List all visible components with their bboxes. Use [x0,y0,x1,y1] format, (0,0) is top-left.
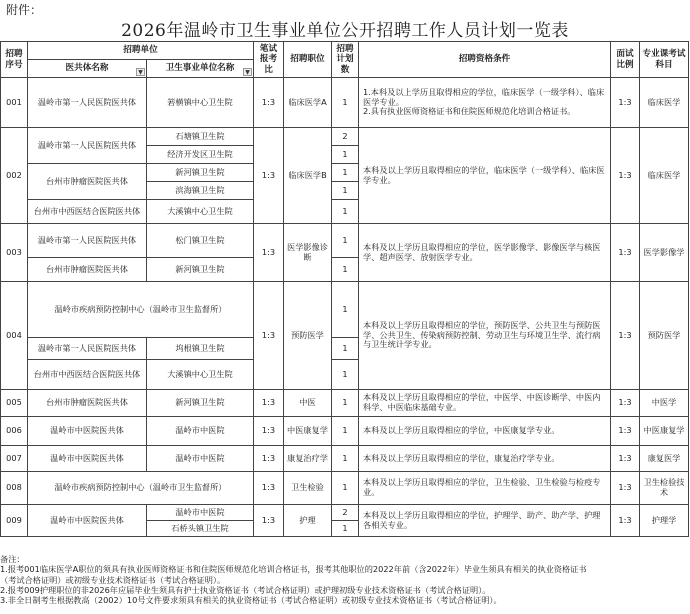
unit-cell: 滨海镇卫生院 [147,182,254,200]
header-exam-ratio: 笔试报考比 [254,42,284,78]
exam-cell: 临床医学 [640,128,689,224]
interview-ratio-cell: 1:3 [611,390,640,417]
ratio-cell: 1:3 [254,472,284,505]
qualification-cell: 本科及以上学历且取得相应的学位，中医康复学专业。 [359,417,611,446]
count-cell: 1 [332,446,359,472]
table-row [1,446,689,472]
group-cell: 台州市肿瘤医院医共体 [28,258,147,282]
position-cell: 临床医学B [284,128,332,224]
ratio-cell: 1:3 [254,224,284,282]
header-count: 招聘计划数 [332,42,359,78]
unit-cell: 温岭市中医院 [147,446,254,472]
unit-cell: 温岭市中医院 [147,505,254,521]
table-row [1,390,689,417]
note-line: （考试合格证明）或初级专业技术资格证书（考试合格证明）。 [0,574,226,585]
qualification-cell: 本科及以上学历且取得相应的学位，中医学、中医诊断学、中医内科学、中医临床基础专业。 [359,390,611,417]
count-cell: 1 [332,146,359,164]
exam-cell: 预防医学 [640,282,689,390]
header-interview-ratio: 面试比例 [611,42,640,78]
note-line: 2.报考009护理职位的非2026年应届毕业生须具有护士执业资格证书（考试合格证明）或护理初级专业技术资格证书（考试合格证明）。 [0,584,491,595]
seq-cell: 004 [1,282,28,390]
position-cell: 临床医学A [284,78,332,128]
unit-cell: 温岭市中医院 [147,417,254,446]
note-line: 3.非全日制考生根据教高（2002）10号文件要求须具有相关的执业资格证书（考试合格证明）或初级专业技术资格证书（考试合格证明）。 [0,595,502,606]
unit-cell: 新河镇卫生院 [147,164,254,182]
unit-cell: 新河镇卫生院 [147,258,254,282]
position-cell: 中医 [284,390,332,417]
table-row [1,417,689,446]
count-cell: 2 [332,505,359,521]
interview-ratio-cell: 1:3 [611,224,640,282]
header-medical-group: 医共体名称 ▼ [28,60,147,78]
seq-cell: 009 [1,505,28,537]
count-cell: 1 [332,258,359,282]
seq-cell: 002 [1,128,28,224]
qualification-cell: 本科及以上学历且取得相应的学位，预防医学、公共卫生与预防医学、公共卫生、传染病预防控制、劳动卫生与环境卫生学、流行病与卫生统计学专业。 [359,282,611,390]
seq-cell: 007 [1,446,28,472]
count-cell: 1 [332,360,359,390]
qualification-cell: 本科及以上学历且取得相应的学位，护理学、助产、助产学、护理各相关专业。 [359,505,611,537]
qualification-cell: 1.本科及以上学历且取得相应的学位，临床医学（一级学科）、临床医学专业。 2.具有执业医师资格证书和住院医师规范化培训合格证书。 [359,78,611,128]
count-cell: 1 [332,338,359,360]
exam-cell: 医学影像学 [640,224,689,282]
exam-cell: 中医学 [640,390,689,417]
exam-cell: 康复医学 [640,446,689,472]
ratio-cell: 1:3 [254,505,284,537]
count-cell: 1 [332,200,359,224]
table-row [1,505,689,521]
count-cell: 1 [332,78,359,128]
dropdown-arrow-icon[interactable]: ▼ [136,68,145,76]
position-cell: 医学影像诊断 [284,224,332,282]
header-qualification: 招聘资格条件 [359,42,611,78]
notes-section [0,554,690,605]
ratio-cell: 1:3 [254,78,284,128]
seq-cell: 003 [1,224,28,282]
position-cell: 中医康复学 [284,417,332,446]
count-cell: 1 [332,164,359,182]
unit-cell: 新河镇卫生院 [147,390,254,417]
count-cell: 1 [332,224,359,258]
unit-cell: 经济开发区卫生院 [147,146,254,164]
header-specialty-exam: 专业课考试科目 [640,42,689,78]
recruitment-table [0,41,689,537]
seq-cell: 005 [1,390,28,417]
group-cell: 温岭市中医院医共体 [28,505,147,537]
group-cell: 温岭市第一人民医院医共体 [28,338,147,360]
unit-cell: 坞根镇卫生院 [147,338,254,360]
count-cell: 1 [332,390,359,417]
group-cell: 温岭市中医院医共体 [28,417,147,446]
count-cell: 1 [332,182,359,200]
interview-ratio-cell: 1:3 [611,505,640,537]
count-cell: 1 [332,417,359,446]
position-cell: 卫生检验 [284,472,332,505]
header-health-unit: 卫生事业单位名称 ▼ [147,60,254,78]
exam-cell: 护理学 [640,505,689,537]
seq-cell: 006 [1,417,28,446]
unit-cell: 大溪镇中心卫生院 [147,200,254,224]
interview-ratio-cell: 1:3 [611,417,640,446]
table-row [1,282,689,338]
exam-cell: 临床医学 [640,78,689,128]
header-seq: 招聘序号 [1,42,28,78]
position-cell: 预防医学 [284,282,332,390]
exam-cell: 中医康复学 [640,417,689,446]
unit-cell: 石塘镇卫生院 [147,128,254,146]
note-line: 备注： [0,554,25,564]
exam-cell: 卫生检验技术 [640,472,689,505]
interview-ratio-cell: 1:3 [611,472,640,505]
count-cell: 1 [332,472,359,505]
position-cell: 康复治疗学 [284,446,332,472]
interview-ratio-cell: 1:3 [611,78,640,128]
qualification-cell: 本科及以上学历且取得相应的学位，康复治疗学专业。 [359,446,611,472]
group-cell: 台州市中西医结合医院医共体 [28,360,147,390]
ratio-cell: 1:3 [254,282,284,390]
group-cell: 台州市肿瘤医院医共体 [28,390,147,417]
group-cell: 温岭市第一人民医院医共体 [28,224,147,258]
interview-ratio-cell: 1:3 [611,282,640,390]
count-cell: 1 [332,521,359,537]
group-cell: 温岭市中医院医共体 [28,446,147,472]
unit-cell: 石桥头镇卫生院 [147,521,254,537]
qualification-cell: 本科及以上学历且取得相应的学位，临床医学（一级学科）、临床医学专业。 [359,128,611,224]
ratio-cell: 1:3 [254,417,284,446]
group-cell: 温岭市疾病预防控制中心（温岭市卫生监督所） [28,472,254,505]
group-cell: 台州市中西医结合医院医共体 [28,200,147,224]
header-unit: 招聘单位 [28,42,254,60]
count-cell: 2 [332,128,359,146]
header-position: 招聘职位 [284,42,332,78]
page-title: 2026年温岭市卫生事业单位公开招聘工作人员计划一览表 [121,21,569,41]
group-cell: 台州市肿瘤医院医共体 [28,164,147,200]
count-cell: 1 [332,282,359,338]
interview-ratio-cell: 1:3 [611,128,640,224]
ratio-cell: 1:3 [254,446,284,472]
table-row [1,224,689,258]
group-cell: 温岭市疾病预防控制中心（温岭市卫生监督所） [28,282,254,338]
unit-cell: 松门镇卫生院 [147,224,254,258]
table-row [1,128,689,146]
position-cell: 护理 [284,505,332,537]
ratio-cell: 1:3 [254,128,284,224]
ratio-cell: 1:3 [254,390,284,417]
interview-ratio-cell: 1:3 [611,446,640,472]
seq-cell: 001 [1,78,28,128]
table-row [1,472,689,505]
group-cell: 温岭市第一人民医院医共体 [28,78,147,128]
unit-cell: 大溪镇中心卫生院 [147,360,254,390]
seq-cell: 008 [1,472,28,505]
table-row [1,78,689,128]
unit-cell: 箬横镇中心卫生院 [147,78,254,128]
dropdown-arrow-icon[interactable]: ▼ [243,68,252,76]
qualification-cell: 本科及以上学历且取得相应的学位，卫生检验、卫生检验与检疫专业。 [359,472,611,505]
group-cell: 温岭市第一人民医院医共体 [28,128,147,164]
attachment-label: 附件： [6,3,43,17]
qualification-cell: 本科及以上学历且取得相应的学位，医学影像学、影像医学与核医学、超声医学、放射医学专业。 [359,224,611,282]
note-line: 1.报考001临床医学A职位的须具有执业医师资格证书和住院医师规范化培训合格证书，报考其他职位的2022年前（含2022年）毕业生须具有相关的执业资格证书 [0,564,587,575]
